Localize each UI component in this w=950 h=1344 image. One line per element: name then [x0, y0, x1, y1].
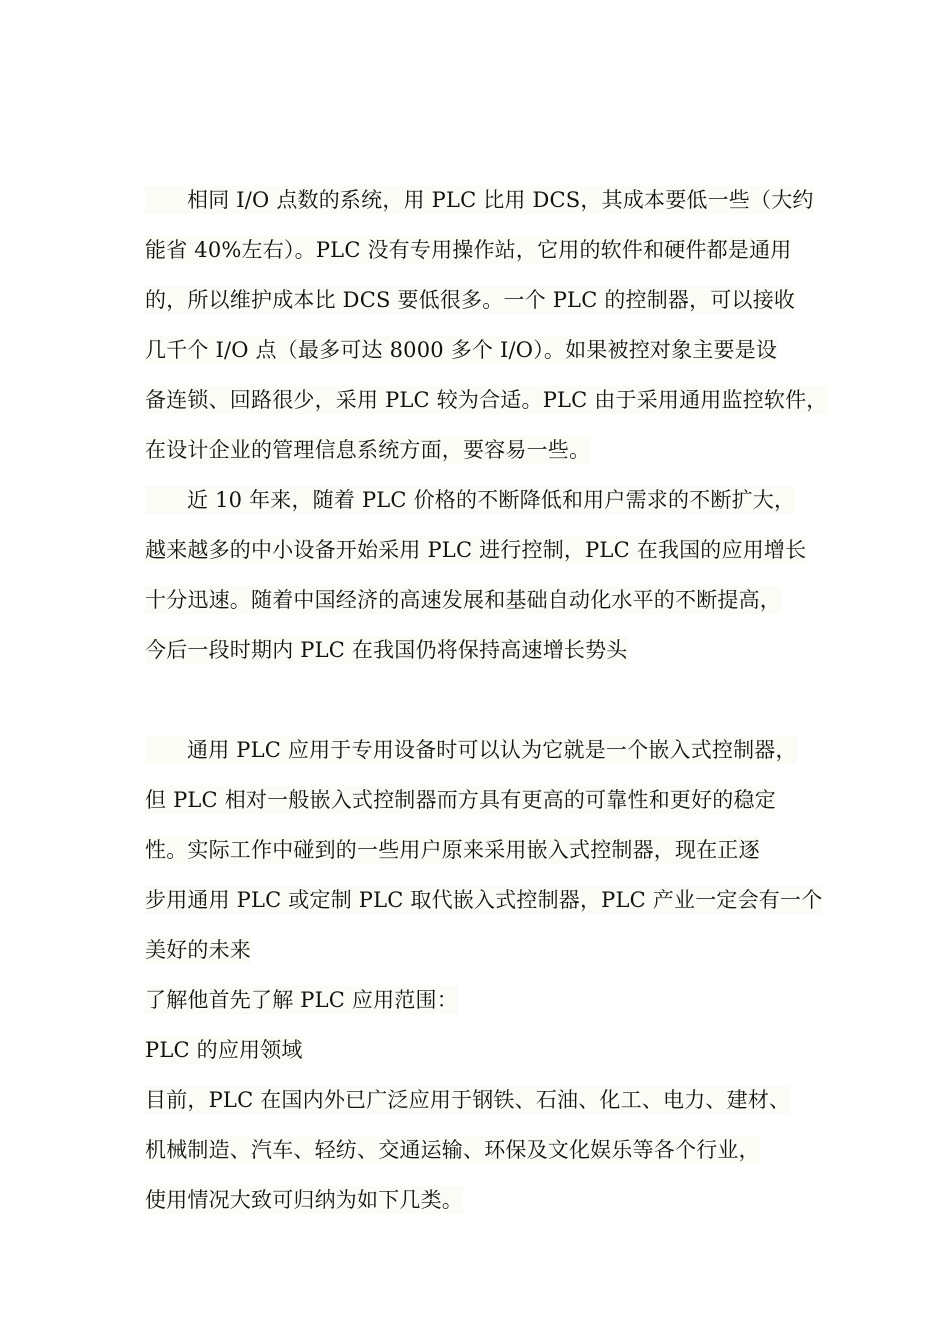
paragraph-gap	[145, 680, 845, 730]
text-line: 性。实际工作中碰到的一些用户原来采用嵌入式控制器，现在正逐	[145, 838, 760, 862]
text-line: 十分迅速。随着中国经济的高速发展和基础自动化水平的不断提高，	[145, 588, 781, 612]
text-line: 通用 PLC 应用于专用设备时可以认为它就是一个嵌入式控制器，	[145, 730, 845, 780]
text-line: 近 10 年来，随着 PLC 价格的不断降低和用户需求的不断扩大，	[145, 480, 845, 530]
text-line: 美好的未来	[145, 938, 251, 962]
paragraph-intro-scope	[145, 980, 845, 1030]
paragraph-growth	[145, 480, 845, 680]
text-line: 今后一段时期内 PLC 在我国仍将保持高速增长势头	[145, 638, 628, 662]
paragraph-cost-comparison	[145, 180, 845, 480]
document-body	[145, 180, 845, 1230]
paragraph-embedded-controller	[145, 730, 845, 980]
text-line: 相同 I/O 点数的系统，用 PLC 比用 DCS，其成本要低一些（大约	[145, 180, 845, 230]
text-line: 使用情况大致可归纳为如下几类。	[145, 1188, 463, 1212]
text-line: 越来越多的中小设备开始采用 PLC 进行控制，PLC 在我国的应用增长	[145, 538, 807, 562]
text-line: 能省 40%左右）。PLC 没有专用操作站，它用的软件和硬件都是通用	[145, 238, 792, 262]
text-line: 几千个 I/O 点（最多可达 8000 多个 I/O）。如果被控对象主要是设	[145, 338, 778, 362]
paragraph-application-fields	[145, 1080, 845, 1230]
text-line: 但 PLC 相对一般嵌入式控制器而方具有更高的可靠性和更好的稳定	[145, 788, 776, 812]
text-line: PLC 的应用领域	[145, 1038, 303, 1062]
text-line: 目前，PLC 在国内外已广泛应用于钢铁、石油、化工、电力、建材、	[145, 1088, 791, 1112]
text-line: 机械制造、汽车、轻纺、交通运输、环保及文化娱乐等各个行业，	[145, 1138, 760, 1162]
text-line: 了解他首先了解 PLC 应用范围：	[145, 988, 458, 1012]
text-line: 的，所以维护成本比 DCS 要低很多。一个 PLC 的控制器，可以接收	[145, 288, 796, 312]
section-heading-application-fields	[145, 1030, 845, 1080]
text-line: 在设计企业的管理信息系统方面，要容易一些。	[145, 438, 591, 462]
text-line: 步用通用 PLC 或定制 PLC 取代嵌入式控制器，PLC 产业一定会有一个	[145, 888, 823, 912]
text-line: 备连锁、回路很少，采用 PLC 较为合适。PLC 由于采用通用监控软件，	[145, 388, 828, 412]
